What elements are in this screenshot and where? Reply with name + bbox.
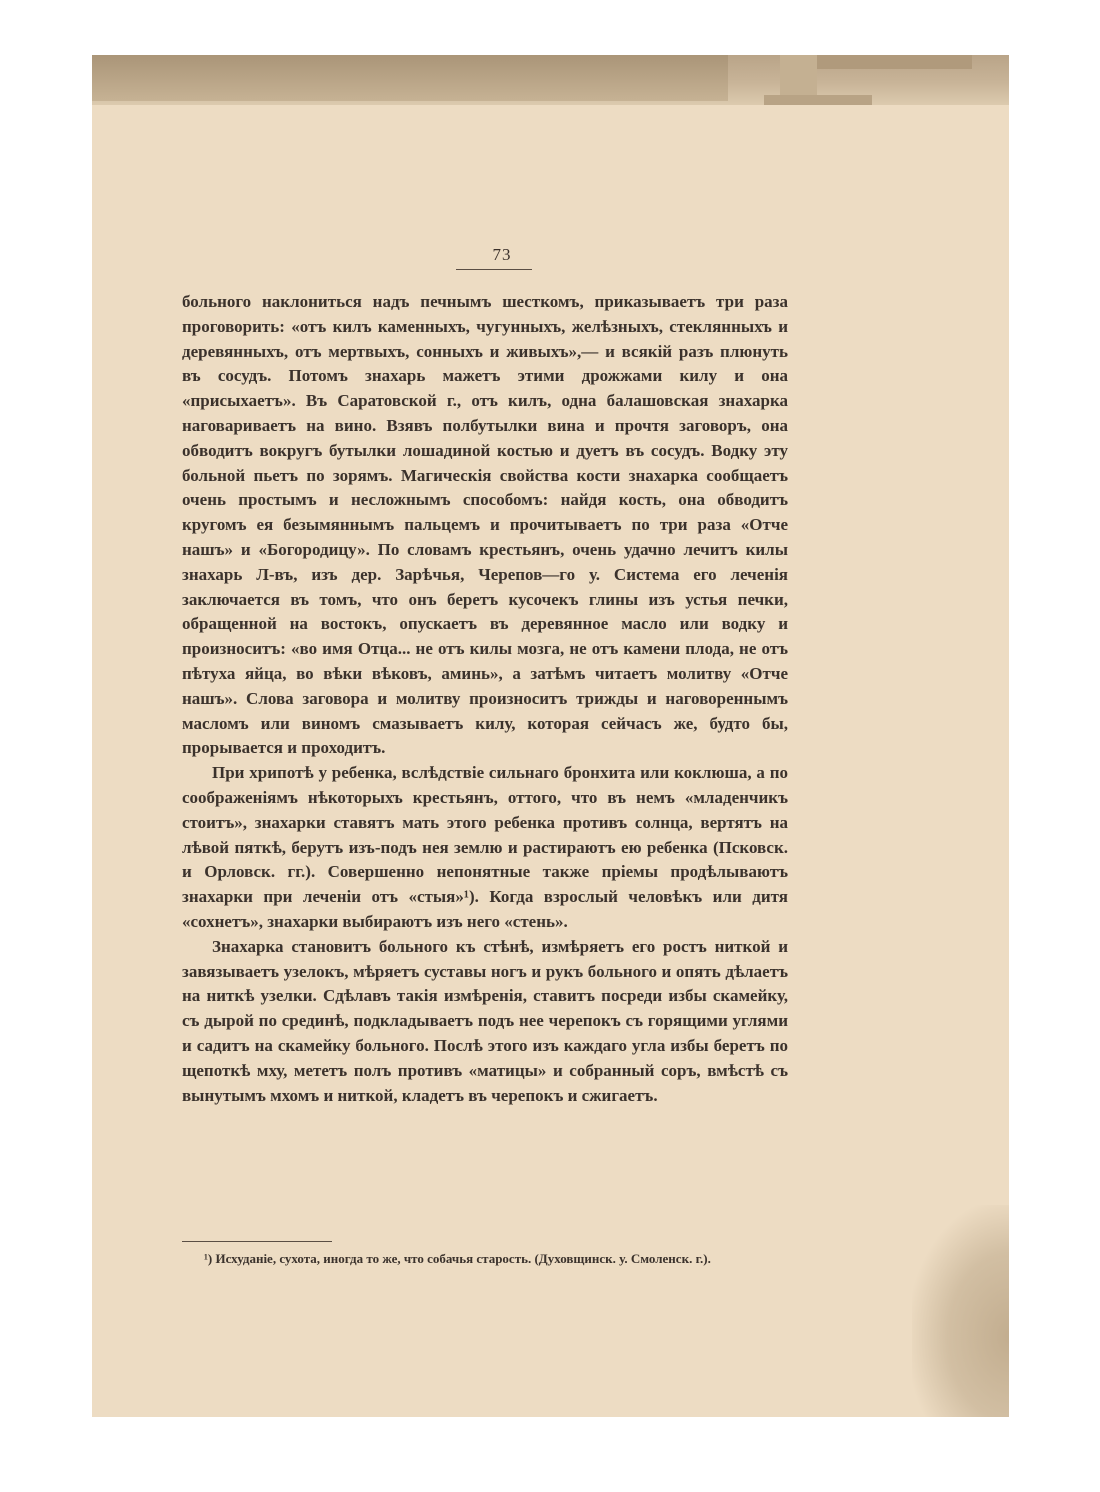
scanned-page <box>92 55 1009 1417</box>
footnote-rule <box>182 1241 332 1242</box>
page-number: 73 <box>492 245 512 264</box>
paragraph: больного наклониться надъ печнымъ шесткомъ, приказываетъ три раза проговорить: «отъ килъ каменныхъ, чугунныхъ, желѣзныхъ, стеклянныхъ и деревянныхъ, отъ мертвыхъ, сонныхъ и живыхъ»,— и всякій разъ плюнуть въ сосудъ. Потомъ знахарь мажетъ этими дрожжами килу и она «присыхаетъ». Въ Саратовской г., отъ килъ, одна балашовская знахарка наговариваетъ на вино. Взявъ полбутылки вина и прочтя заговоръ, она обводитъ вокругъ бутылки лошадиной костью и дуетъ въ сосудъ. Водку эту больной пьетъ по зорямъ. Магическія свойства кости знахарка сообщаетъ очень простымъ и несложнымъ способомъ: найдя кость, она обводитъ кругомъ ея безымяннымъ пальцемъ и прочитываетъ по три раза «Отче нашъ» и «Богородицу». По словамъ крестьянъ, очень удачно лечитъ килы знахарь Л-въ, изъ дер. Зарѣчья, Черепов—го у. Система его леченія заключается въ томъ, что онъ беретъ кусочекъ глины изъ устья печки, обращенной на востокъ, опускаетъ въ деревянное масло или водку и произноситъ: «во имя Отца... не отъ килы мозга, не отъ камени плода, не отъ пѣтуха яйца, во вѣки вѣковъ, аминь», а затѣмъ читаетъ молитву «Отче нашъ». Слова заговора и молитву произноситъ трижды и наговореннымъ масломъ или виномъ смазываетъ килу, которая сейчасъ же, будто бы, прорывается и проходитъ. <box>182 292 788 758</box>
scan-edge-strip <box>92 55 728 101</box>
body-text <box>182 290 788 1108</box>
footnote: ¹) Исхуданіе, сухота, иногда то же, что собачья старость. (Духовщинск. у. Смоленск. г.). <box>204 1251 711 1266</box>
scan-edge-strip <box>764 95 872 105</box>
paragraph: Знахарка становитъ больного къ стѣнѣ, измѣряетъ его ростъ ниткой и завязываетъ узелокъ, мѣряетъ суставы ногъ и рукъ больного и опять дѣлаетъ на ниткѣ узелки. Сдѣлавъ такія измѣренія, ставитъ посреди избы скамейку, съ дырой по срединѣ, подкладываетъ подъ нее черепокъ съ горящими углями и садитъ на скамейку больного. Послѣ этого изъ каждаго угла избы беретъ по щепоткѣ мху, мететъ полъ противъ «матицы» и собранный соръ, вмѣстѣ съ вынутымъ мхомъ и ниткой, кладетъ въ черепокъ и сжигаетъ. <box>182 936 788 1105</box>
corner-shadow <box>912 1205 1009 1417</box>
page-number-rule <box>456 269 532 270</box>
paragraph: При хрипотѣ у ребенка, вслѣдствіе сильнаго бронхита или коклюша, а по соображеніямъ нѣкоторыхъ крестьянъ, оттого, что въ немъ «младенчикъ стоитъ», знахарки ставятъ мать этого ребенка противъ солнца, вертятъ на лѣвой пяткѣ, берутъ изъ-подъ нея землю и растираютъ ею ребенка (Псковск. и Орловск. гг.). Совершенно непонятные также пріемы продѣлываютъ знахарки при леченіи отъ «стыя»¹). Когда взрослый человѣкъ или дитя «сохнетъ», знахарки выбираютъ изъ него «стень». <box>182 763 788 931</box>
